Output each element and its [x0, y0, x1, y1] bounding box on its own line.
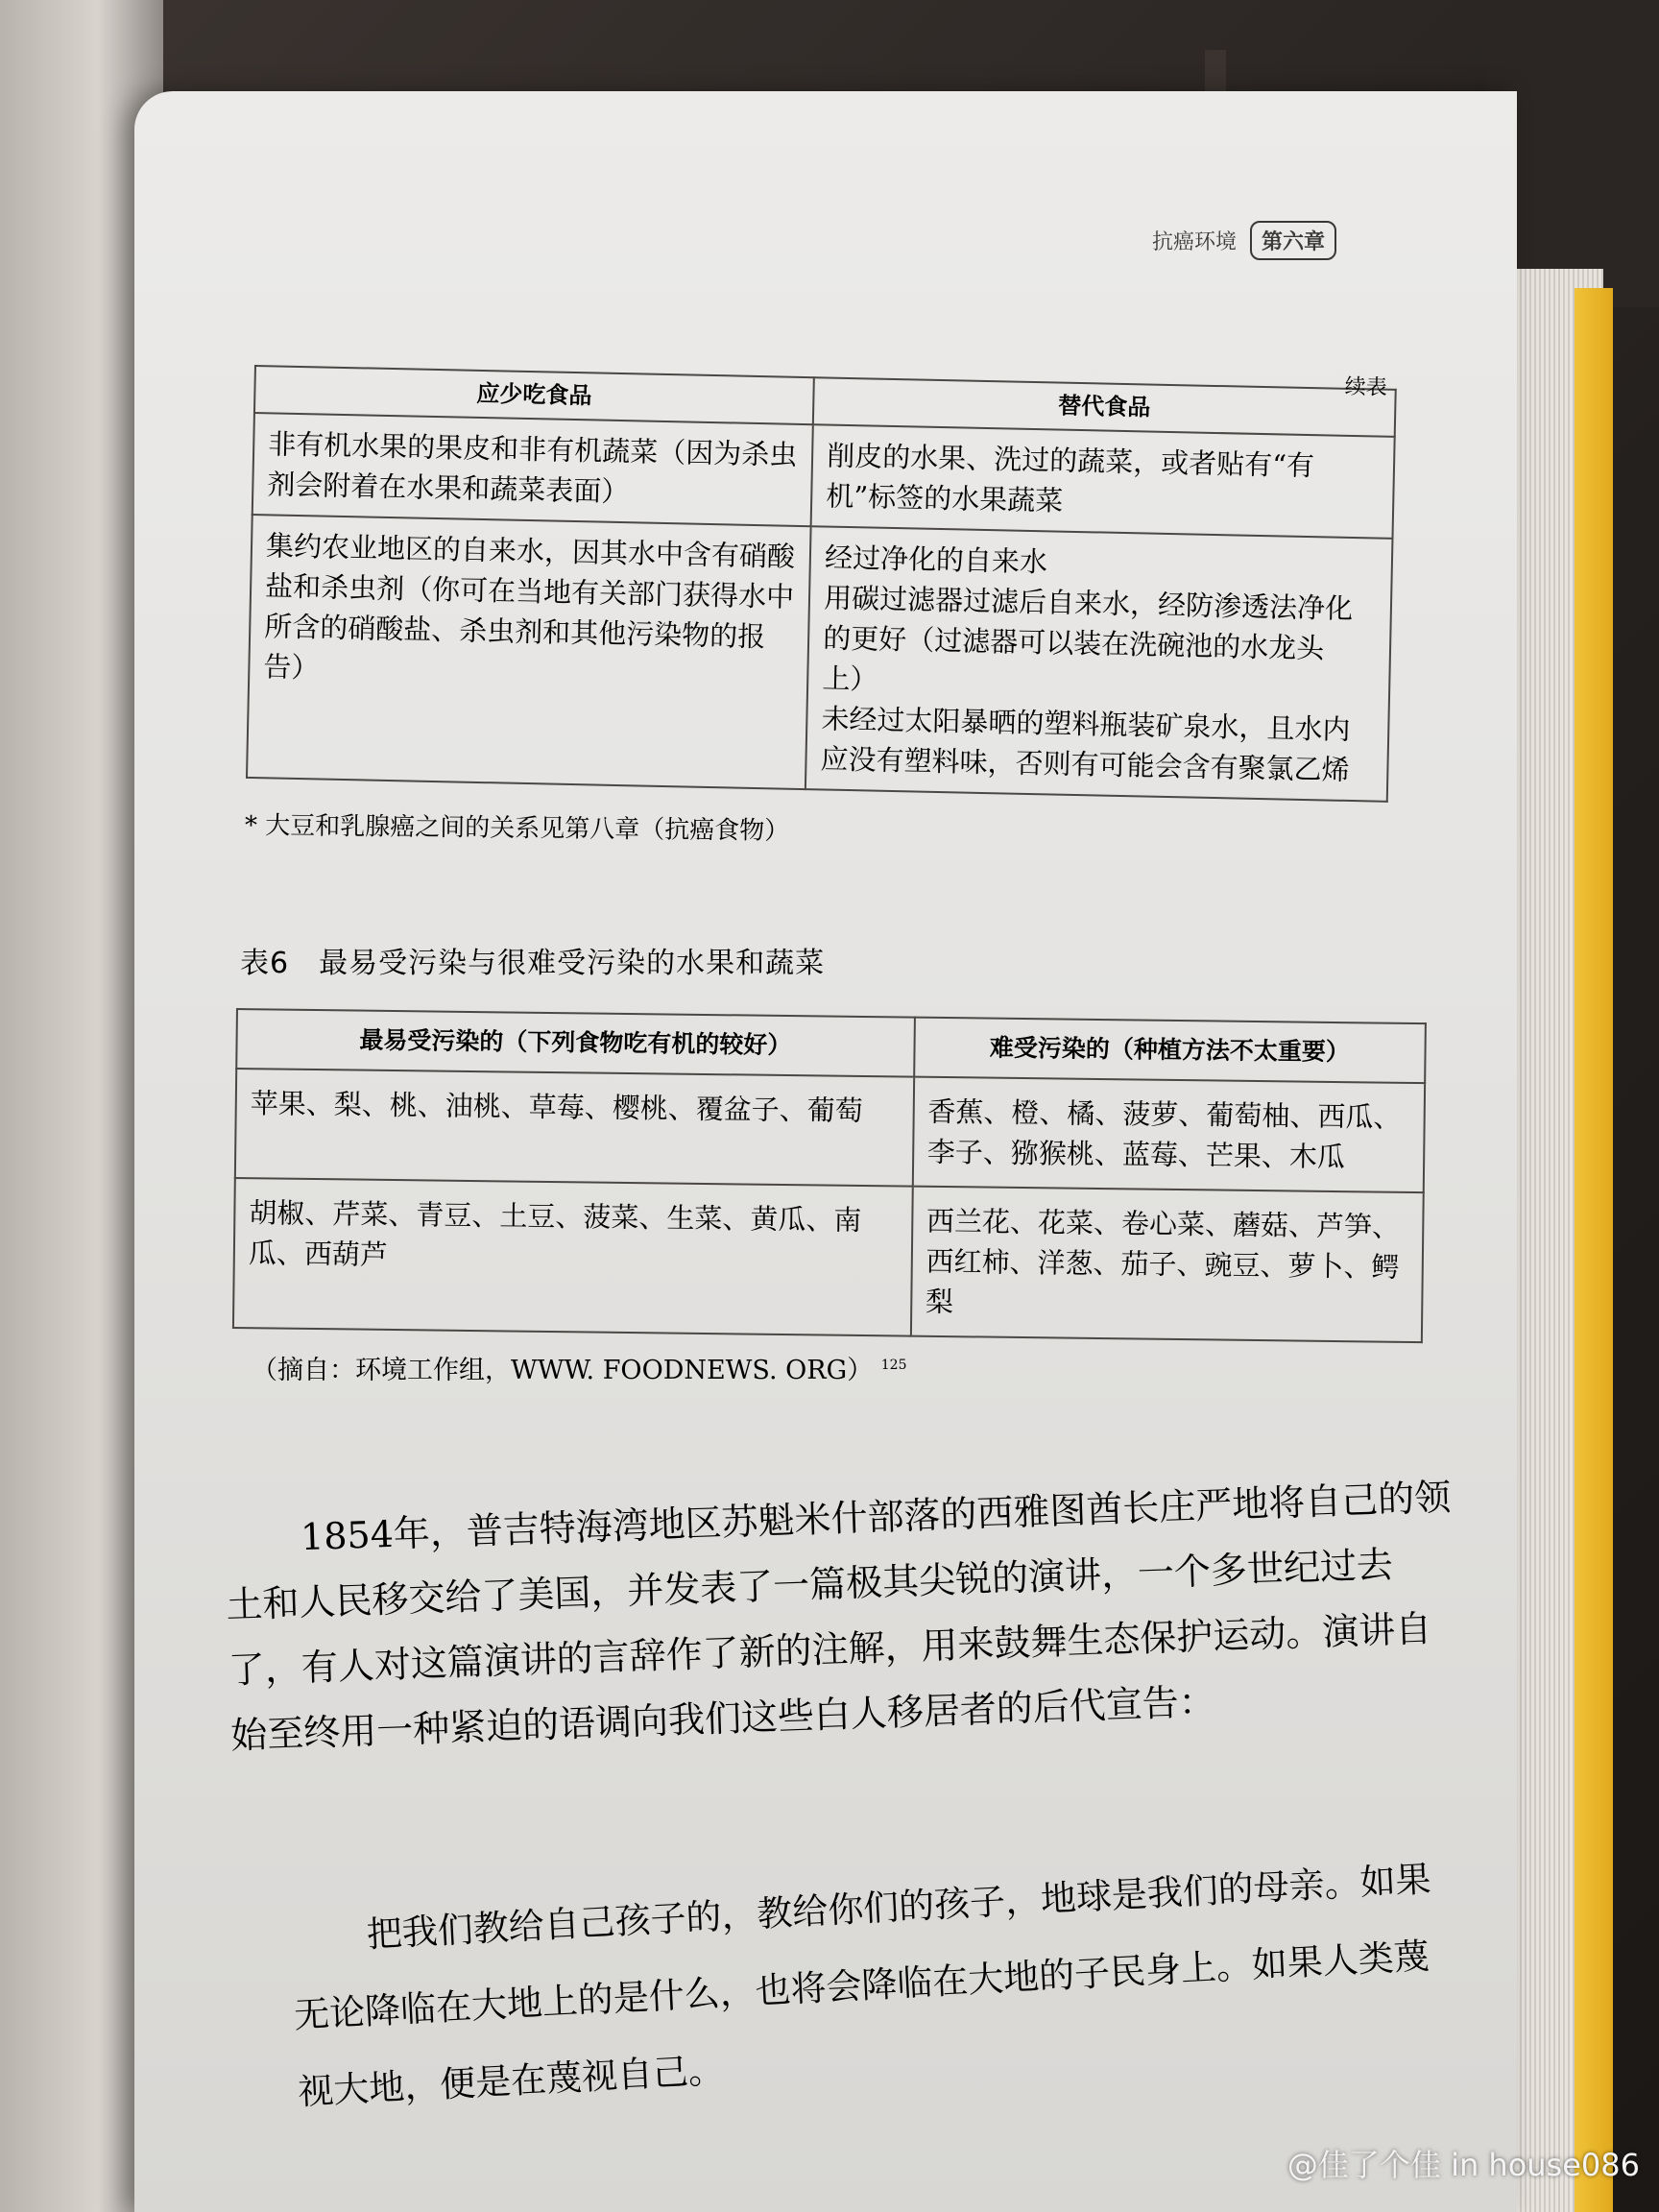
table-row — [247, 515, 1392, 802]
paragraph-text: 1854年，普吉特海湾地区苏魁米什部落的西雅图酋长庄严地将自己的领土和人民移交给了美国，并发表了一篇极其尖锐的演讲，一个多世纪过去了，有人对这篇演讲的言辞作了新的注解，用来鼓舞生态保护运动。演讲自始至终用一种紧迫的语调向我们这些白人移居者的后代宣告： — [225, 1476, 1452, 1757]
running-head — [1152, 221, 1336, 260]
table-row — [233, 1178, 1424, 1342]
header-most-contaminated: 最易受污染的（下列食物吃有机的较好） — [236, 1009, 914, 1077]
chapter-badge: 第六章 — [1250, 221, 1336, 260]
table-cell: 西兰花、花菜、卷心菜、蘑菇、芦笋、西红柿、洋葱、茄子、豌豆、萝卜、鳄梨 — [911, 1187, 1424, 1343]
table-cell: 香蕉、橙、橘、菠萝、葡萄柚、西瓜、李子、猕猴桃、蓝莓、芒果、木瓜 — [912, 1077, 1425, 1193]
food-replacement-table — [246, 365, 1397, 803]
table-source — [252, 1349, 907, 1386]
contamination-table — [232, 1008, 1427, 1344]
table-6 — [232, 1008, 1427, 1344]
table-cell: 集约农业地区的自来水，因其水中含有硝酸盐和杀虫剂（你可在当地有关部门获得水中所含的硝酸盐、杀虫剂和其他污染物的报告） — [247, 515, 811, 789]
watermark: @佳了个佳 in house086 — [1286, 2147, 1640, 2183]
body-paragraph — [223, 1464, 1460, 1768]
table-cell: 苹果、梨、桃、油桃、草莓、樱桃、覆盆子、葡萄 — [235, 1069, 914, 1187]
continued-label: 续表 — [1344, 374, 1388, 400]
table-cell: 非有机水果的果皮和非有机蔬菜（因为杀虫剂会附着在水果和蔬菜表面） — [252, 413, 813, 526]
running-head-title: 抗癌环境 — [1152, 230, 1238, 254]
table-cell: 胡椒、芹菜、青豆、土豆、菠菜、生菜、黄瓜、南瓜、西葫芦 — [233, 1178, 913, 1336]
table-footnote: * 大豆和乳腺癌之间的关系见第八章（抗癌食物） — [244, 811, 790, 846]
header-reduce-foods: 应少吃食品 — [254, 366, 814, 424]
table-6-caption: 表6 最易受污染与很难受污染的水果和蔬菜 — [240, 947, 826, 980]
header-least-contaminated: 难受污染的（种植方法不太重要） — [914, 1018, 1426, 1084]
quote-text: 把我们教给自己孩子的，教给你们的孩子，地球是我们的母亲。如果无论降临在大地上的是什么，也将会降临在大地的子民身上。如果人类蔑视大地，便是在蔑视自己。 — [293, 1858, 1432, 2113]
source-note: 125 — [880, 1358, 907, 1373]
table-5-continued — [246, 365, 1397, 803]
table-cell: 经过净化的自来水 用碳过滤器过滤后自来水，经防渗透法净化的更好（过滤器可以装在洗碗池的水龙头上） 未经过太阳暴晒的塑料瓶装矿泉水，且水内应没有塑料味，否则有可能会含有聚氯乙烯 — [805, 526, 1393, 802]
table-row — [235, 1069, 1425, 1192]
table-cell: 削皮的水果、洗过的蔬菜，或者贴有“有机”标签的水果蔬菜 — [811, 424, 1395, 539]
header-replacement-foods: 替代食品 — [813, 377, 1396, 436]
yellow-book-edge — [1575, 288, 1613, 2212]
source-text: （摘自：环境工作组，WWW. FOODNEWS. ORG） — [252, 1356, 874, 1385]
